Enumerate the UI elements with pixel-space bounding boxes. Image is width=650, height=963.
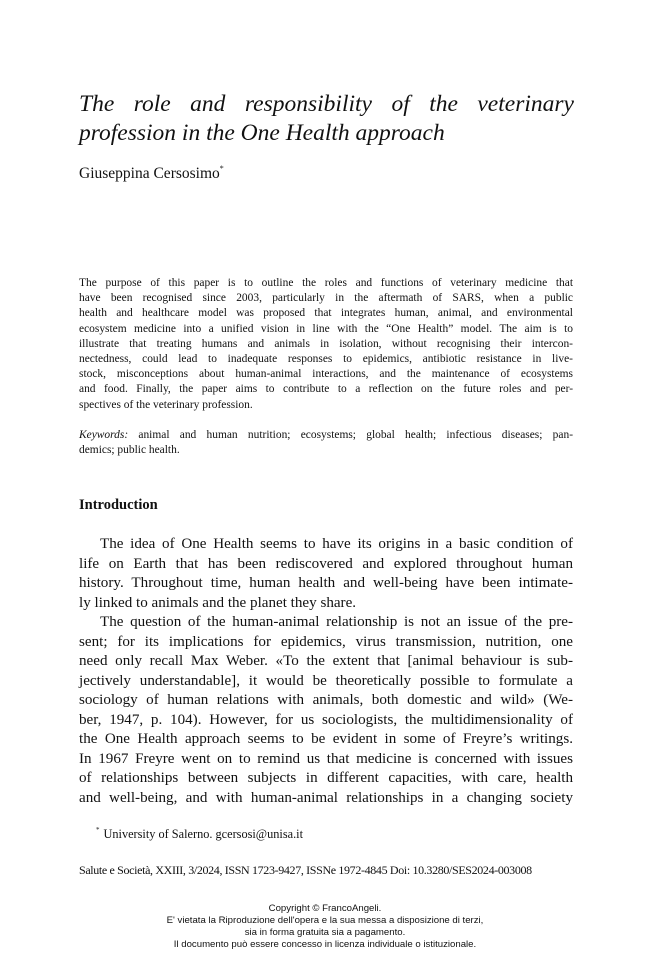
title-word: responsibility: [244, 91, 372, 117]
keywords-line: demics; public health.: [79, 444, 180, 457]
title-word: of: [391, 91, 410, 117]
copyright-line: Il documento può essere concesso in licenza individuale o istituzionale.: [173, 939, 477, 950]
abstract: [79, 276, 573, 413]
journal-citation: Salute e Società, XXIII, 3/2024, ISSN 1723-9427, ISSNe 1972-4845 Doi: 10.3280/SES2024-003008: [79, 863, 532, 877]
abstract-line: stock, misconceptions about human-animal interactions, and the maintenance of ecosystems: [79, 368, 573, 381]
abstract-line: ecosystem medicine into a unified vision in line with the “One Health” model. The aim is to: [79, 322, 573, 335]
title-word: and: [190, 91, 226, 117]
copyright-line: E' vietata la Riproduzione dell'opera e la sua messa a disposizione di terzi,: [166, 915, 484, 926]
title-word: the: [429, 91, 458, 117]
body-line: The idea of One Health seems to have its origins in a basic condition of: [100, 536, 573, 552]
keywords-line: [79, 428, 573, 443]
author-footnote-mark: *: [219, 164, 224, 173]
article-title: [79, 90, 574, 148]
keywords: [79, 428, 573, 458]
title-word: veterinary: [477, 91, 574, 117]
body-line: history. Throughout time, human health and well-being have been intimate-: [79, 575, 573, 591]
abstract-line: illustrate that treating humans and animals in isolation, without recognising their intercon-: [79, 337, 573, 350]
body-line: In 1967 Freyre went on to remind us that medicine is concerned with issues: [79, 750, 573, 767]
footnote-mark: *: [96, 826, 100, 834]
keywords-label: Keywords:: [79, 429, 129, 441]
body-text: [79, 535, 573, 808]
body-line: ber, 1947, p. 104). However, for us sociologists, the multidimensionality of: [79, 711, 573, 728]
author-line: [79, 165, 224, 183]
author-name: Giuseppina Cersosimo: [79, 165, 220, 182]
copyright-line: Copyright © FrancoAngeli.: [268, 903, 382, 914]
body-line: ly linked to animals and the planet they share.: [79, 594, 357, 611]
body-line: life on Earth that has been rediscovered and explored throughout human: [79, 555, 573, 572]
abstract-line: spectives of the veterinary profession.: [79, 398, 253, 411]
body-line: of relationships between subjects in different capacities, with care, health: [79, 770, 573, 786]
title-word: The: [79, 91, 115, 117]
body-line: sent; for its implications for epidemics, virus transmission, nutrition, one: [79, 633, 573, 650]
footnote: [96, 827, 303, 842]
body-line: sociology of human relations with animals, both domestic and wild» (We-: [79, 692, 573, 708]
abstract-line: health and healthcare model was proposed that integrates human, animal, and environmental: [79, 307, 573, 320]
body-line: and well-being, and with human-animal relationships in a changing society: [79, 789, 573, 806]
abstract-line: nectedness, could lead to inadequate responses to epidemics, antibiotic resistance in live-: [79, 353, 573, 366]
abstract-line: have been recognised since 2003, particularly in the aftermath of SARS, when a public: [79, 292, 573, 305]
abstract-line: The purpose of this paper is to outline the roles and functions of veterinary medicine that: [79, 277, 573, 289]
copyright-notice: [0, 903, 650, 951]
body-line: jectively understandable], it would be theoretically possible to formulate a: [79, 672, 573, 689]
title-line-1: [79, 90, 574, 119]
copyright-line: sia in forma gratuita sia a pagamento.: [244, 927, 406, 938]
title-word: role: [133, 91, 171, 117]
section-heading: Introduction: [79, 497, 158, 513]
body-line: the One Health approach seems to be evident in some of Freyre’s writings.: [79, 731, 573, 747]
footnote-text: University of Salerno. gcersosi@unisa.it: [103, 827, 304, 841]
title-line-2: profession in the One Health approach: [79, 120, 445, 146]
body-line: The question of the human-animal relationship is not an issue of the pre-: [100, 614, 573, 630]
body-line: need only recall Max Weber. «To the extent that [animal behaviour is sub-: [79, 653, 573, 669]
abstract-line: and food. Finally, the paper aims to contribute to a reflection on the future roles and per-: [79, 383, 573, 396]
keywords-text: animal and human nutrition; ecosystems; global health; infectious diseases; pan-: [128, 429, 573, 441]
